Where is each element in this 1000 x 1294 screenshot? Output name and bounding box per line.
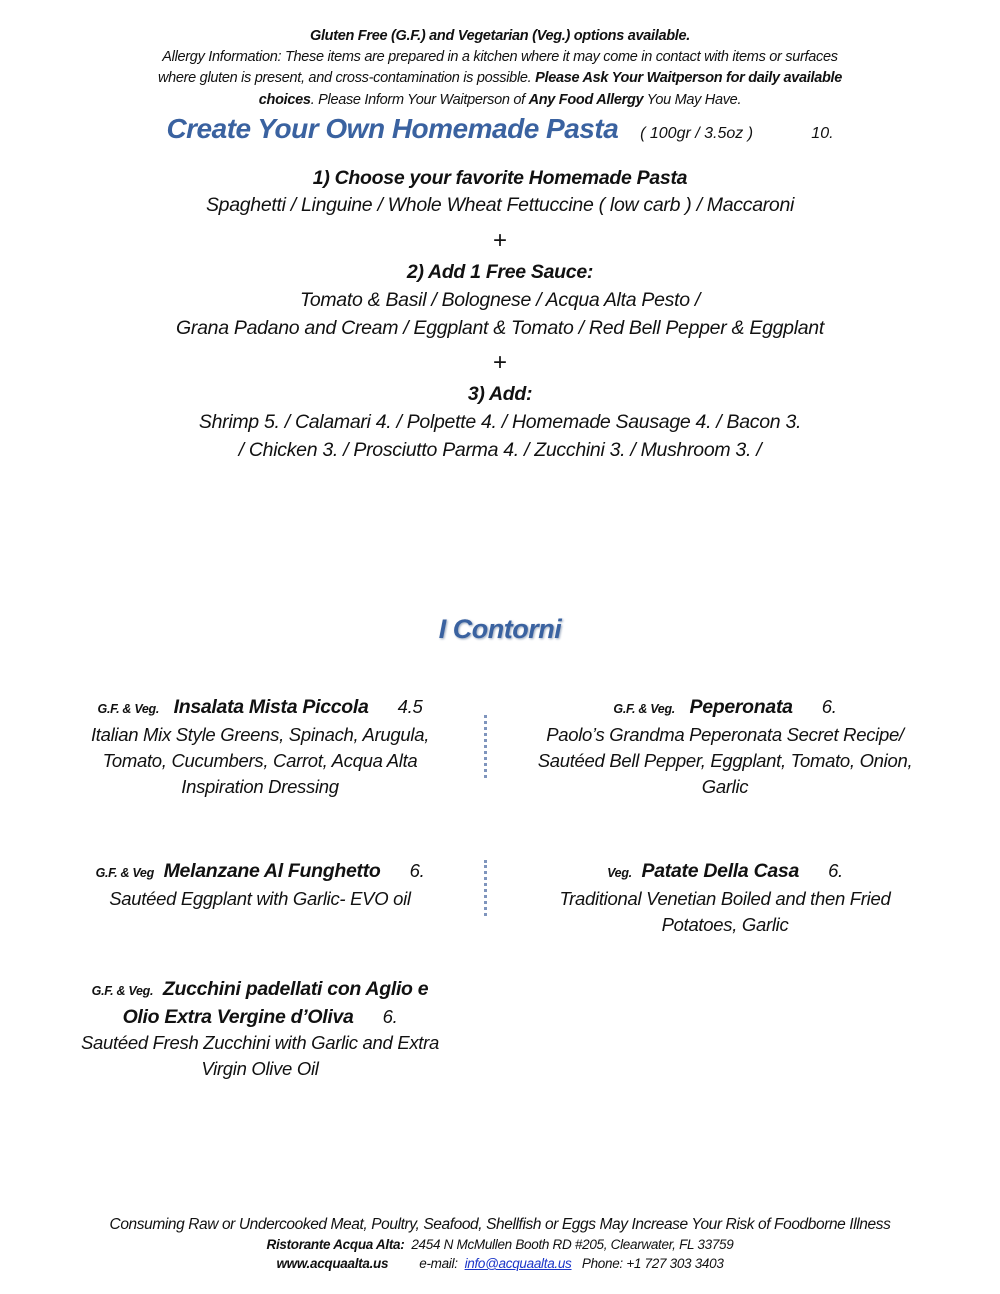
food-safety-warning: Consuming Raw or Undercooked Meat, Poultry, Seafood, Shellfish or Eggs May Increase Your Risk of Foodborne Illness [109, 1216, 891, 1233]
dietary-tag: G.F. & Veg. [97, 702, 160, 716]
dietary-tag: G.F. & Veg. [613, 702, 675, 716]
item-description: Garlic [701, 776, 749, 797]
menu-item-zucchini [55, 976, 465, 1082]
item-name: Patate Della Casa [641, 860, 800, 882]
item-description: Italian Mix Style Greens, Spinach, Arugula, [90, 724, 430, 745]
column-divider [484, 715, 493, 778]
item-description: Inspiration Dressing [181, 776, 339, 797]
item-name: Peperonata [689, 696, 793, 718]
step1-title: 1) Choose your favorite Homemade Pasta [312, 167, 688, 189]
allergy-text: where gluten is present, and cross-contamination is possible. [157, 70, 536, 86]
allergy-text-bold: Any Food Allergy [528, 92, 644, 108]
dietary-tag: G.F. & Veg [95, 866, 154, 880]
item-description: Sautéed Eggplant with Garlic- EVO oil [109, 888, 411, 909]
email-link[interactable]: info@acquaalta.us [464, 1256, 572, 1271]
item-name: Olio Extra Vergine d’Oliva [122, 1006, 354, 1028]
pasta-title: Create Your Own Homemade Pasta [166, 113, 619, 144]
allergy-text-bold: Please Ask Your Waitperson for daily available [535, 70, 843, 86]
item-name: Insalata Mista Piccola [173, 696, 369, 718]
item-description: Tomato, Cucumbers, Carrot, Acqua Alta [102, 750, 418, 771]
menu-item-melanzane [60, 858, 460, 912]
item-price: 6. [409, 860, 425, 881]
item-price: 6. [382, 1006, 398, 1027]
item-price: 6. [821, 696, 837, 717]
contorni-title: I Contorni [438, 614, 562, 644]
restaurant-address-line [0, 1237, 1000, 1252]
item-description: Sautéed Bell Pepper, Eggplant, Tomato, Onion, [537, 750, 913, 771]
item-description: Paolo’s Grandma Peperonata Secret Recipe/ [546, 724, 904, 745]
dietary-options-note: Gluten Free (G.F.) and Vegetarian (Veg.) options available. [309, 28, 691, 44]
step3-options: Shrimp 5. / Calamari 4. / Polpette 4. / Homemade Sausage 4. / Bacon 3. [198, 411, 802, 433]
item-price: 4.5 [397, 696, 423, 717]
pasta-price: 10. [811, 125, 834, 142]
allergy-text: . Please Inform Your Waitperson of [310, 92, 529, 108]
pasta-section-title [0, 113, 1000, 145]
allergy-text: You May Have. [643, 92, 742, 108]
item-description: Virgin Olive Oil [201, 1058, 319, 1079]
menu-item-peperonata [515, 694, 935, 800]
restaurant-name: Ristorante Acqua Alta: [266, 1237, 405, 1252]
allergy-info-line [0, 67, 1000, 89]
step1-options: Spaghetti / Linguine / Whole Wheat Fettuccine ( low carb ) / Maccaroni [205, 194, 795, 216]
contact-line [0, 1256, 1000, 1271]
restaurant-address: 2454 N McMullen Booth RD #205, Clearwater, FL 33759 [411, 1237, 734, 1252]
step2-options: Tomato & Basil / Bolognese / Acqua Alta Pesto / [300, 289, 700, 311]
pasta-portion: ( 100gr / 3.5oz ) [640, 125, 754, 142]
menu-item-insalata [60, 694, 460, 800]
item-price: 6. [828, 860, 843, 881]
website-link[interactable]: www.acquaalta.us [276, 1256, 389, 1271]
allergy-info-line: Allergy Information: These items are prepared in a kitchen where it may come in contact with items or surfaces [162, 49, 838, 65]
item-name: Melanzane Al Funghetto [163, 860, 381, 882]
item-name: Zucchini padellati con Aglio e [162, 978, 429, 1000]
step3-options: / Chicken 3. / Prosciutto Parma 4. / Zucchini 3. / Mushroom 3. / [238, 439, 762, 461]
plus-sign: + [492, 227, 507, 254]
dietary-tag: G.F. & Veg. [91, 984, 154, 998]
allergy-info-line [0, 89, 1000, 111]
step2-options: Grana Padano and Cream / Eggplant & Tomato / Red Bell Pepper & Eggplant [176, 317, 824, 339]
item-description: Traditional Venetian Boiled and then Fried [559, 888, 891, 909]
allergy-text-bold: choices [258, 92, 311, 108]
phone-number: Phone: +1 727 303 3403 [581, 1256, 724, 1271]
step3-title: 3) Add: [467, 383, 533, 405]
step2-title: 2) Add 1 Free Sauce: [406, 261, 594, 283]
dietary-tag: Veg. [607, 866, 632, 880]
column-divider [484, 860, 493, 916]
plus-sign: + [492, 349, 507, 376]
email-label: e-mail: [419, 1256, 458, 1271]
item-description: Potatoes, Garlic [661, 914, 789, 935]
menu-item-patate [515, 858, 935, 938]
item-description: Sautéed Fresh Zucchini with Garlic and Extra [81, 1032, 439, 1053]
